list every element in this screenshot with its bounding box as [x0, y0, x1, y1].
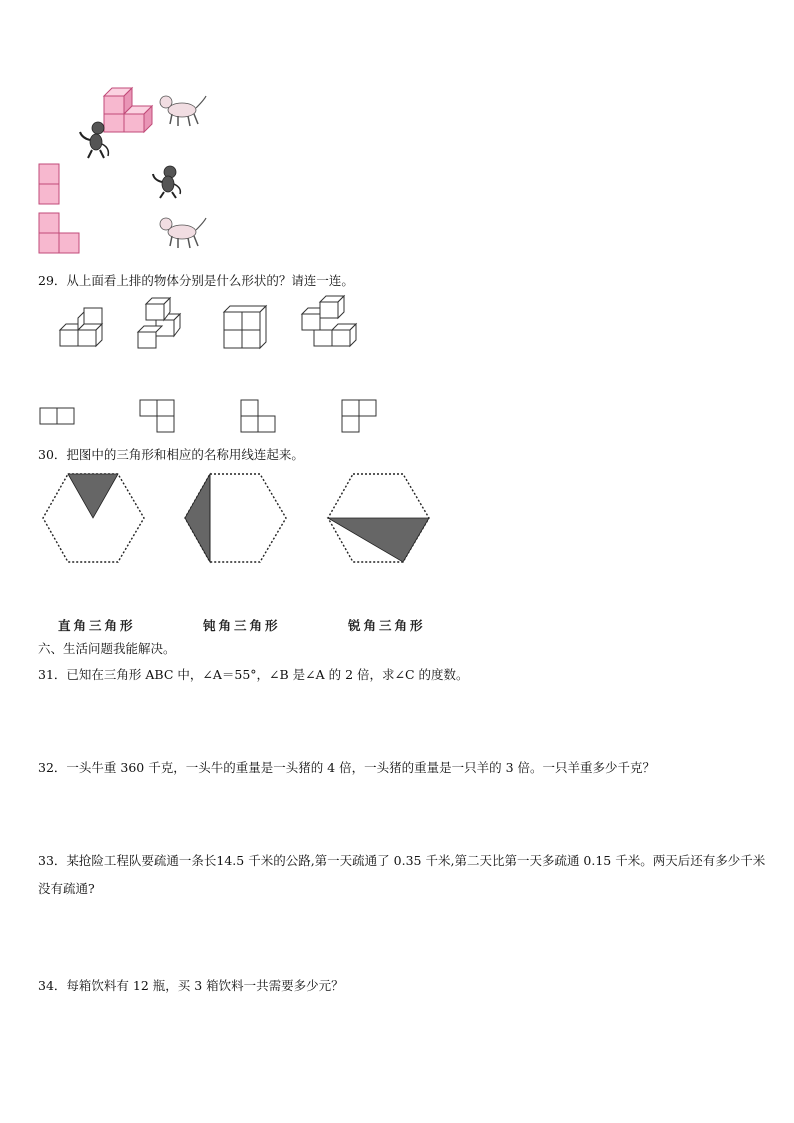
- triangle-acute-shaded: [68, 474, 118, 518]
- q29-figures: [0, 290, 794, 460]
- cube-group-4: [302, 296, 356, 346]
- cube-group-2: [138, 298, 180, 348]
- cube-stack-illustration: [36, 80, 236, 260]
- monkey-icon-2: [153, 166, 180, 198]
- monkey-icon: [80, 122, 108, 158]
- q30-hexagons: [0, 472, 794, 582]
- label-acute-triangle: 锐角三角形: [348, 618, 426, 633]
- triangle-obtuse-shaded: [328, 518, 429, 562]
- question-30: 30．把图中的三角形和相应的名称用线连起来。: [38, 447, 304, 462]
- dog-icon-2: [160, 218, 206, 248]
- top-view-4: [342, 400, 376, 432]
- cube-view-figure: [36, 80, 236, 260]
- section-6-heading: 六、生活问题我能解决。: [38, 641, 176, 656]
- dog-icon: [160, 96, 206, 126]
- top-view-2: [140, 400, 174, 432]
- question-34: 34．每箱饮料有 12 瓶，买 3 箱饮料一共需要多少元？: [38, 978, 344, 993]
- question-33: 33．某抢险工程队要疏通一条长14.5 千米的公路,第一天疏通了 0.35 千米,第二天比第一天多疏通 0.15 千米。两天后还有多少千米没有疏通?: [38, 853, 766, 896]
- top-view-3: [241, 400, 275, 432]
- label-right-triangle: 直角三角形: [58, 618, 136, 633]
- label-obtuse-triangle: 钝角三角形: [203, 618, 281, 633]
- cube-group-3: [224, 306, 266, 348]
- question-29: 29．从上面看上排的物体分别是什么形状的？请连一连。: [38, 273, 354, 288]
- view-option-shapes: [39, 164, 79, 253]
- question-31: 31．已知在三角形 ABC 中，∠A＝55°，∠B 是∠A 的 2 倍，求∠C 的度数。: [38, 667, 469, 682]
- triangle-right-shaded: [185, 474, 210, 562]
- question-32: 32．一头牛重 360 千克，一头牛的重量是一头猪的 4 倍，一头猪的重量是一只羊的 3 倍。一只羊重多少千克？: [38, 760, 656, 775]
- cube-group-1: [60, 308, 102, 346]
- top-view-1: [40, 408, 74, 424]
